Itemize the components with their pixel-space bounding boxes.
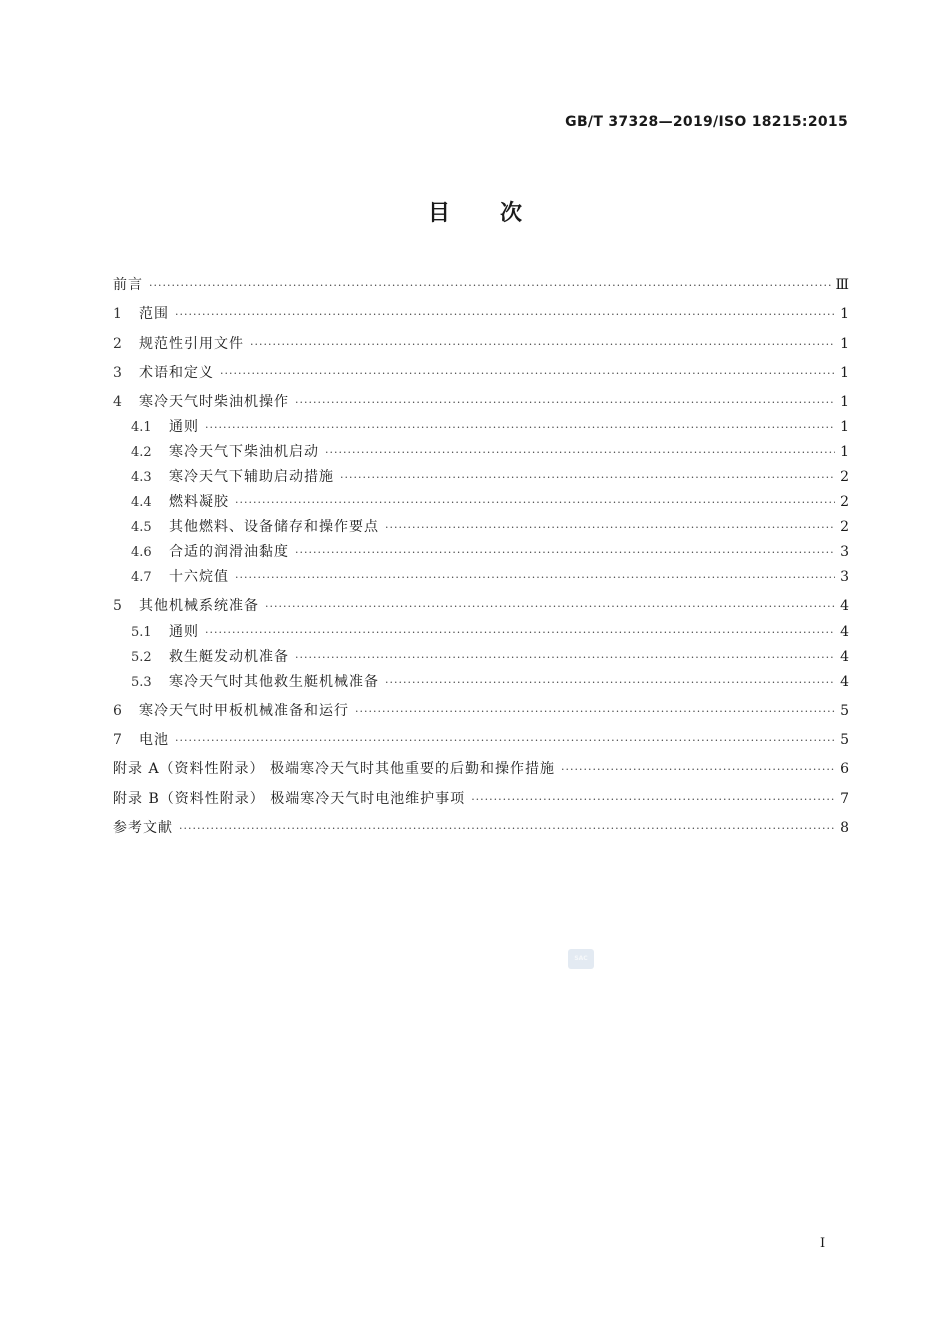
toc-entry-label: 救生艇发动机准备: [169, 648, 289, 665]
toc-entry-number: 4.4: [131, 495, 152, 511]
toc-entry[interactable]: [113, 645, 849, 670]
toc-entry[interactable]: [113, 697, 849, 726]
toc-entry-number: 4.7: [131, 570, 152, 586]
toc-entry-label: 前言: [113, 277, 143, 293]
toc-leader-dots: [385, 670, 835, 695]
toc-entry-label: 附录 A（资料性附录） 极端寒冷天气时其他重要的后勤和操作措施: [113, 761, 556, 778]
toc-entry[interactable]: [113, 440, 849, 465]
toc-leader-dots: [295, 540, 835, 565]
toc-entry-label: 通则: [169, 419, 199, 436]
toc-entry[interactable]: [113, 592, 849, 621]
toc-entry[interactable]: [113, 490, 849, 515]
toc-leader-dots: [175, 726, 835, 755]
toc-entry-number: 1: [113, 306, 122, 323]
toc-entry-page: Ⅲ: [835, 277, 849, 293]
toc-entry-label: 参考文献: [113, 819, 173, 836]
toc-leader-dots: [295, 645, 835, 670]
toc-entry-page: 1: [840, 419, 849, 436]
toc-entry-label: 十六烷值: [169, 569, 229, 586]
toc-leader-dots: [250, 330, 835, 359]
toc-entry-number: 5: [113, 598, 122, 615]
toc-entry-label: 合适的润滑油黏度: [169, 544, 289, 561]
toc-entry-label: 寒冷天气下辅助启动措施: [169, 469, 334, 486]
page-number: I: [820, 1236, 826, 1251]
toc-leader-dots: [175, 300, 835, 329]
toc-entry-number: 4.3: [131, 470, 152, 486]
toc-entry-page: 1: [840, 444, 849, 461]
toc-leader-dots: [205, 415, 835, 440]
toc-entry-label: 范围: [139, 306, 169, 323]
toc-entry[interactable]: [113, 415, 849, 440]
toc-entry-page: 4: [840, 623, 849, 640]
toc-entry-number: 6: [113, 702, 122, 719]
toc-entry-number: 5.3: [131, 674, 152, 690]
toc-entry-label: 寒冷天气时其他救生艇机械准备: [169, 673, 379, 690]
toc-entry-label: 其他燃料、设备储存和操作要点: [169, 519, 379, 536]
toc-leader-dots: [385, 515, 835, 540]
toc-entry-label: 附录 B（资料性附录） 极端寒冷天气时电池维护事项: [113, 790, 466, 807]
toc-entry[interactable]: [113, 300, 849, 329]
toc-leader-dots: [235, 565, 835, 590]
toc-entry-page: 4: [840, 648, 849, 665]
toc-entry-page: 2: [840, 519, 849, 536]
toc-entry[interactable]: [113, 271, 849, 300]
toc-entry-page: 1: [840, 306, 849, 323]
toc-entry-number: 3: [113, 364, 122, 381]
toc-leader-dots: [205, 620, 835, 645]
toc-entry-page: 6: [840, 761, 849, 778]
toc-entry-label: 其他机械系统准备: [139, 598, 259, 615]
toc-entry-label: 规范性引用文件: [139, 335, 244, 352]
toc-entry[interactable]: [113, 814, 849, 843]
toc-entry-label: 术语和定义: [139, 364, 214, 381]
toc-entry[interactable]: [113, 388, 849, 417]
toc-entry-number: 5.2: [131, 649, 152, 665]
toc-entry[interactable]: [113, 620, 849, 645]
toc-leader-dots: [561, 755, 835, 784]
toc-entry-label: 寒冷天气下柴油机启动: [169, 444, 319, 461]
toc-entry-page: 1: [840, 364, 849, 381]
toc-leader-dots: [340, 465, 835, 490]
toc-entry[interactable]: [113, 670, 849, 695]
toc-entry[interactable]: [113, 755, 849, 784]
toc-entry-number: 2: [113, 335, 122, 352]
toc-entry-page: 4: [840, 673, 849, 690]
toc-entry[interactable]: [113, 359, 849, 388]
page-title: 目次: [427, 201, 572, 226]
toc-entry[interactable]: [113, 565, 849, 590]
toc-entry-page: 2: [840, 469, 849, 486]
toc-entry-number: 4.6: [131, 545, 152, 561]
toc-leader-dots: [265, 592, 835, 621]
toc-entry-label: 电池: [139, 732, 169, 749]
toc-entry-number: 4.1: [131, 420, 152, 436]
table-of-contents: [113, 271, 849, 843]
toc-entry-page: 5: [840, 702, 849, 719]
toc-entry[interactable]: [113, 465, 849, 490]
toc-entry-page: 2: [840, 494, 849, 511]
toc-leader-dots: [325, 440, 835, 465]
toc-entry-label: 寒冷天气时甲板机械准备和运行: [139, 702, 349, 719]
toc-entry-page: 7: [840, 790, 849, 807]
toc-entry-page: 4: [840, 598, 849, 615]
toc-entry-page: 5: [840, 732, 849, 749]
toc-leader-dots: [149, 271, 831, 300]
toc-entry-page: 1: [840, 394, 849, 411]
toc-entry-page: 3: [840, 544, 849, 561]
toc-entry[interactable]: [113, 726, 849, 755]
toc-leader-dots: [295, 388, 835, 417]
toc-entry-label: 燃料凝胶: [169, 494, 229, 511]
sac-watermark-logo: SAC: [568, 949, 594, 969]
toc-entry-number: 4: [113, 394, 122, 411]
toc-leader-dots: [471, 785, 835, 814]
toc-leader-dots: [235, 490, 835, 515]
toc-entry-number: 4.5: [131, 520, 152, 536]
toc-entry-label: 通则: [169, 623, 199, 640]
toc-entry[interactable]: [113, 540, 849, 565]
toc-entry-page: 1: [840, 335, 849, 352]
toc-entry-page: 3: [840, 569, 849, 586]
standard-code: GB/T 37328—2019/ISO 18215:2015: [565, 114, 848, 130]
toc-leader-dots: [355, 697, 835, 726]
toc-leader-dots: [220, 359, 835, 388]
toc-entry-number: 5.1: [131, 624, 152, 640]
toc-entry-number: 4.2: [131, 445, 152, 461]
toc-entry-page: 8: [840, 819, 849, 836]
toc-entry-number: 7: [113, 732, 122, 749]
toc-entry[interactable]: [113, 785, 849, 814]
toc-entry-label: 寒冷天气时柴油机操作: [139, 394, 289, 411]
toc-entry[interactable]: [113, 515, 849, 540]
toc-leader-dots: [179, 814, 835, 843]
toc-entry[interactable]: [113, 330, 849, 359]
